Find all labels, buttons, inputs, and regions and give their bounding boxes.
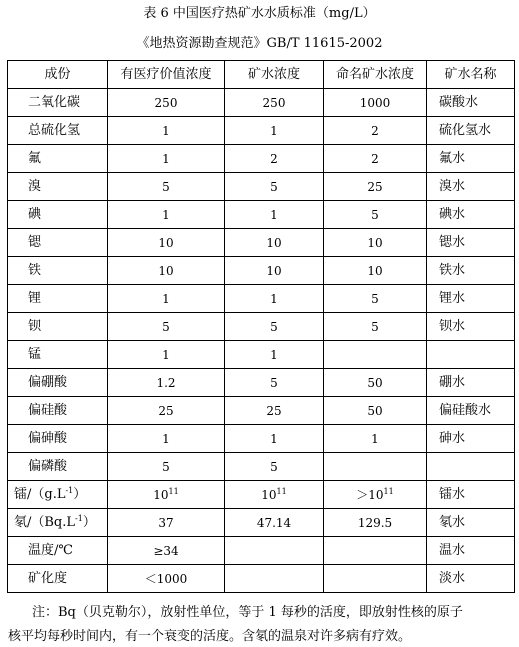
water-name-cell: 温水 [427,537,515,565]
medical-concentration-cell: 10 [108,257,225,285]
component-cell: 钡 [8,313,108,341]
named-concentration-cell [324,341,427,369]
header-medical-concentration: 有医疗价值浓度 [108,61,225,89]
table-title: 表 6 中国医疗热矿水水质标准（mg/L） [143,6,376,21]
medical-concentration-cell: 5 [108,313,225,341]
table-row [8,341,515,369]
header-row [8,61,515,89]
medical-concentration-cell [108,481,225,509]
medical-concentration-cell: 1 [108,201,225,229]
medical-concentration-cell: 1.2 [108,369,225,397]
medical-concentration-cell: 5 [108,453,225,481]
table-row [8,397,515,425]
component-cell: 氟 [8,145,108,173]
named-concentration-cell-base: ＞10 [356,487,384,502]
named-concentration-cell: 1000 [324,89,427,117]
mineral-concentration-cell: 5 [225,453,324,481]
medical-concentration-cell-base: 10 [153,487,169,502]
table-row [8,229,515,257]
mineral-concentration-cell [225,565,324,593]
water-name-cell: 镭水 [427,481,515,509]
water-name-cell [427,453,515,481]
water-name-cell: 硫化氢水 [427,117,515,145]
table-row [8,201,515,229]
named-concentration-cell: 5 [324,201,427,229]
header-mineral-concentration: 矿水浓度 [225,61,324,89]
table-row [8,145,515,173]
table-row [8,453,515,481]
mineral-concentration-cell: 47.14 [225,509,324,537]
named-concentration-cell: 5 [324,285,427,313]
mineral-concentration-cell-base: 10 [261,487,277,502]
component-cell: 锰 [8,341,108,369]
table-row [8,285,515,313]
table-row [8,369,515,397]
water-name-cell: 铁水 [427,257,515,285]
table-subtitle: 《地热资源勘查规范》GB/T 11615-2002 [136,36,383,51]
water-name-cell: 氡水 [427,509,515,537]
header-component: 成份 [8,61,108,89]
component-cell: 锶 [8,229,108,257]
named-concentration-cell [324,453,427,481]
named-concentration-cell: 2 [324,117,427,145]
mineral-concentration-cell: 5 [225,369,324,397]
mineral-concentration-cell: 10 [225,257,324,285]
medical-concentration-cell: 1 [108,117,225,145]
named-concentration-cell: 1 [324,425,427,453]
mineral-concentration-cell [225,537,324,565]
water-name-cell: 偏硅酸水 [427,397,515,425]
mineral-concentration-cell: 5 [225,313,324,341]
water-name-cell: 溴水 [427,173,515,201]
mineral-concentration-cell: 1 [225,341,324,369]
component-cell: 铁 [8,257,108,285]
mineral-concentration-cell [225,481,324,509]
radium-label-exponent: -1 [65,485,74,495]
named-concentration-cell-exponent: 11 [383,486,394,496]
table-row [8,89,515,117]
named-concentration-cell: 50 [324,397,427,425]
water-name-cell: 硼水 [427,369,515,397]
component-cell: 矿化度 [8,565,108,593]
table-row [8,537,515,565]
table-row [8,509,515,537]
water-name-cell: 淡水 [427,565,515,593]
water-name-cell: 钡水 [427,313,515,341]
named-concentration-cell: 10 [324,229,427,257]
mineral-concentration-cell: 10 [225,229,324,257]
medical-concentration-cell: 1 [108,425,225,453]
medical-concentration-cell: 5 [108,173,225,201]
component-cell: 偏磷酸 [8,453,108,481]
water-name-cell: 锶水 [427,229,515,257]
mineral-concentration-cell: 1 [225,201,324,229]
named-concentration-cell [324,481,427,509]
mineral-concentration-cell: 250 [225,89,324,117]
named-concentration-cell: 5 [324,313,427,341]
water-name-cell [427,341,515,369]
component-cell [8,509,108,537]
mineral-concentration-cell: 1 [225,425,324,453]
medical-concentration-cell: 10 [108,229,225,257]
component-cell: 偏砷酸 [8,425,108,453]
water-name-cell: 锂水 [427,285,515,313]
component-cell: 总硫化氢 [8,117,108,145]
medical-concentration-cell: 25 [108,397,225,425]
mineral-concentration-cell: 2 [225,145,324,173]
mineral-concentration-cell: 1 [225,117,324,145]
medical-concentration-cell-exponent: 11 [168,486,179,496]
component-cell: 溴 [8,173,108,201]
medical-concentration-cell: 250 [108,89,225,117]
radium-label-suffix: ） [73,486,87,502]
component-cell: 偏硼酸 [8,369,108,397]
medical-concentration-cell: 1 [108,145,225,173]
mineral-concentration-cell: 5 [225,173,324,201]
water-name-cell: 碳酸水 [427,89,515,117]
water-quality-table [7,60,515,593]
table-row [8,565,515,593]
component-cell: 温度/℃ [8,537,108,565]
header-water-name: 矿水名称 [427,61,515,89]
named-concentration-cell: 2 [324,145,427,173]
table-row [8,117,515,145]
table-row [8,313,515,341]
medical-concentration-cell: 1 [108,341,225,369]
named-concentration-cell: 129.5 [324,509,427,537]
named-concentration-cell: 50 [324,369,427,397]
radon-label-suffix: ） [82,514,96,530]
radium-label: 镭/（g.L [14,486,66,502]
table-row [8,481,515,509]
radon-label: 氡/（Bq.L [14,514,76,530]
component-cell: 偏硅酸 [8,397,108,425]
mineral-concentration-cell: 1 [225,285,324,313]
named-concentration-cell [324,565,427,593]
component-cell [8,481,108,509]
table-row [8,257,515,285]
named-concentration-cell: 25 [324,173,427,201]
component-cell: 锂 [8,285,108,313]
water-name-cell: 碘水 [427,201,515,229]
mineral-concentration-cell-exponent: 11 [276,486,287,496]
mineral-concentration-cell: 25 [225,397,324,425]
footnote-line-1: 注：Bq（贝克勒尔），放射性单位，等于 1 每秒的活度，即放射性核的原子 [32,605,463,620]
water-name-cell: 砷水 [427,425,515,453]
water-name-cell: 氟水 [427,145,515,173]
component-cell: 碘 [8,201,108,229]
medical-concentration-cell: 1 [108,285,225,313]
named-concentration-cell [324,537,427,565]
component-cell: 二氧化碳 [8,89,108,117]
medical-concentration-cell: ≥34 [108,537,225,565]
table-row [8,173,515,201]
radon-label-exponent: -1 [75,513,83,523]
named-concentration-cell: 10 [324,257,427,285]
medical-concentration-cell: 37 [108,509,225,537]
footnote-line-2: 核平均每秒时间内，有一个衰变的活度。含氡的温泉对许多病有疗效。 [8,629,412,644]
header-named-concentration: 命名矿水浓度 [324,61,427,89]
table-row [8,425,515,453]
medical-concentration-cell: ＜1000 [108,565,225,593]
